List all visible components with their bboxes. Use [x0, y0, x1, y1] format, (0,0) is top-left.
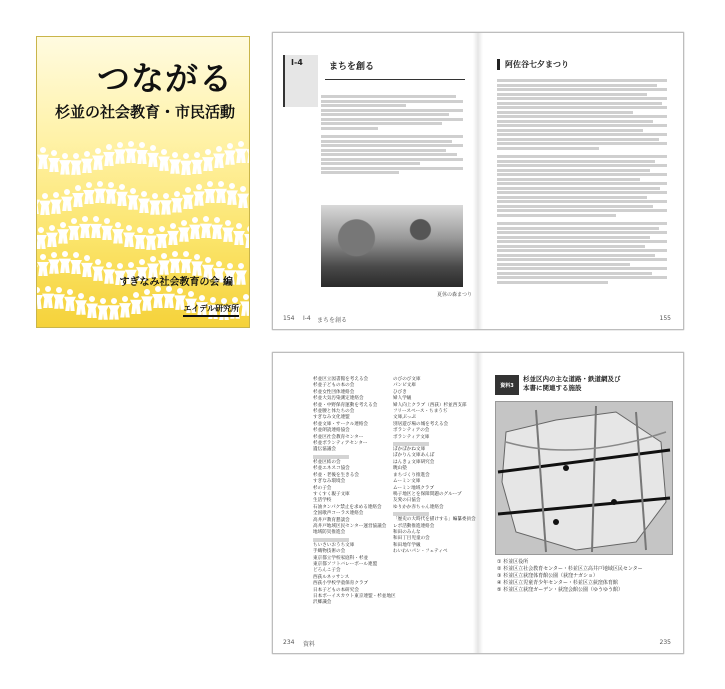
- organization-list-item: ゆりかか赤ちゃん連絡会: [393, 504, 444, 510]
- organization-list-item: ムーミン地域クラブ: [393, 485, 435, 491]
- organization-list-item: 高井戸教育懇談会: [313, 517, 350, 523]
- paper-doll: [246, 141, 250, 163]
- body-text-block: [321, 95, 463, 176]
- book-spread-2: [272, 352, 684, 654]
- organization-list-item: レポ活動推進連絡会: [393, 523, 435, 529]
- organization-list-item: 杉並子どもの本の会: [313, 383, 355, 389]
- left-page-number: 154: [283, 315, 295, 322]
- left-page-number: 234: [283, 639, 295, 646]
- map-legend-item: ② 杉並区立社会教育センター・杉並区立高井戸地域区民センター: [497, 566, 643, 572]
- organization-list-item: フリースペース・ちまうぢ: [393, 409, 448, 415]
- appendix-heading: [523, 375, 621, 393]
- organization-list-column-2: [393, 377, 476, 556]
- map-legend-item: ③ 杉並区立荻窪体育館公園（荻窪ナガショ）: [497, 573, 598, 579]
- organization-list-item: 杉並ボランティアセンター: [313, 441, 368, 447]
- right-page-number: 235: [659, 639, 671, 646]
- organization-list-item: 西荻ルネッサンス: [313, 574, 350, 580]
- organization-list-item: 沢郷識会: [313, 600, 332, 606]
- section-title: まちを創る: [329, 62, 375, 72]
- organization-list-item: 「歴史の大時代を描けする」編纂委員会: [393, 517, 476, 523]
- left-footer-tag: I-4: [303, 315, 311, 322]
- title-rule: [325, 79, 465, 80]
- organization-list-item: すぎなみ文化連盟: [313, 415, 350, 421]
- organization-list-item: 全国歌声コーラス連絡会: [313, 511, 364, 517]
- cover-title: つながる: [97, 59, 233, 98]
- organization-list-item: 暁山塾: [393, 466, 407, 472]
- organization-list-item: ぽかぽかね文庫: [393, 447, 426, 453]
- organization-list-item: はんきょ文庫研究会: [393, 459, 435, 465]
- organization-list-item: パンピ文庫: [393, 383, 416, 389]
- organization-list-item: 日本子どもの本研究会: [313, 587, 359, 593]
- list-divider: [313, 455, 349, 459]
- appendix-tag: 資料3: [495, 375, 519, 395]
- section-tag: I-4: [283, 55, 318, 107]
- road-rail-map: [495, 401, 673, 555]
- organization-list-item: 杉並・老後を生きる会: [313, 472, 359, 478]
- organization-list-item: 和田地年学級: [393, 542, 421, 548]
- photo-caption: 夏休の森まつり: [437, 292, 473, 298]
- organization-list-item: 日本ボーイスカウト東京連盟・杉並地区: [313, 594, 396, 599]
- appendix-heading-line-2: 本書に関連する施設: [523, 384, 582, 392]
- paper-doll: [237, 186, 249, 208]
- right-page-heading: 阿佐谷七夕まつり: [497, 59, 569, 70]
- book-spread-1: [272, 32, 684, 330]
- organization-list-item: 別居遊び場の城を考える会: [393, 421, 449, 427]
- organization-list-item: 杉の子会: [313, 485, 332, 491]
- paper-doll: [244, 226, 250, 248]
- organization-list-item: のびのび文庫: [393, 377, 421, 382]
- organization-list-item: 杉並区結の会: [313, 459, 341, 465]
- organization-list-item: まちづくり推進会: [393, 472, 430, 478]
- organization-list-item: 和田のみんな: [393, 529, 421, 535]
- organization-list-item: 婦人学級: [393, 396, 412, 402]
- list-divider: [393, 442, 429, 446]
- organization-list-item: すくすく親子文庫: [313, 491, 350, 497]
- organization-list-item: 杉並文庫・サークル連絡会: [313, 421, 368, 427]
- organization-list-item: 地域防災推進会: [313, 530, 346, 536]
- organization-list-item: 西荻小学校学童保育クラブ: [313, 581, 369, 587]
- cover-publisher-line: すぎなみ社会教育の会 編: [119, 277, 233, 288]
- organization-list-item: 杉並朗読連絡協会: [313, 428, 350, 434]
- organization-list-item: 文庫ぶっぷ: [393, 415, 416, 421]
- organization-list-item: すぎなみ環境会: [313, 479, 346, 485]
- map-lines: [496, 402, 672, 554]
- organization-list-item: 杉並大気汚染測定連絡会: [313, 396, 364, 402]
- organization-list-item: ぽかりん文庫あんぽ: [393, 453, 435, 459]
- publisher-logo: エイデル研究所: [183, 303, 239, 317]
- organization-list-item: 杉並区社会教育センター: [313, 434, 364, 440]
- list-divider: [393, 512, 429, 516]
- cover-subtitle: 杉並の社会教育・市民活動: [54, 103, 235, 121]
- organization-list-item: ちいさいおうち文庫: [313, 542, 355, 548]
- organization-list-item: 手織物技術の会: [313, 549, 346, 555]
- right-page-number: 155: [659, 315, 671, 322]
- organization-list-item: ボランティアの会: [393, 428, 430, 434]
- right-page: [483, 33, 683, 329]
- paper-doll: [235, 263, 247, 285]
- appendix-heading-line-1: 杉並区内の主な道路・鉄道網及び: [523, 375, 621, 383]
- organization-list-column-1: [313, 377, 396, 607]
- organization-list-item: 鳴子地区とを保障問題のグループ: [393, 491, 462, 497]
- organization-list-item: ムーミン文庫: [393, 479, 421, 485]
- organization-list-item: 杉並腰と体たちの会: [313, 409, 355, 415]
- organization-list-item: 杉並区立図書館を考える会: [313, 377, 369, 382]
- right-body-text: [497, 79, 667, 285]
- list-divider: [313, 538, 349, 542]
- organization-list-item: 東京都ソフトバレーボール連盟: [313, 561, 378, 567]
- organization-list-item: 友愛の日協会: [393, 498, 421, 504]
- organization-list-item: 高井戸地域区民センター運営協議会: [313, 523, 387, 529]
- organization-list-item: 婦人向上クラブ（西荻）杉並西支部: [393, 402, 467, 408]
- left-footer-label: 資料: [303, 641, 316, 648]
- festival-photo: [321, 205, 463, 287]
- organization-list-item: ボランティア文庫: [393, 434, 430, 440]
- map-legend: [497, 559, 643, 594]
- organization-list-item: どろんこ子会: [313, 568, 341, 574]
- organization-list-item: わいわいパン・フェティベ: [393, 549, 448, 555]
- organization-list-item: 和田丁目児童の会: [393, 536, 430, 542]
- map-legend-item: ⑤ 杉並区立荻窪ガーデン・荻窪会館公園（ゆうゆう館）: [497, 587, 623, 593]
- organization-list-item: 生活学校: [313, 498, 332, 504]
- left-footer-label: まちを創る: [317, 317, 348, 324]
- left-page: [273, 353, 478, 653]
- book-cover: [36, 36, 250, 328]
- organization-list-item: 杉並エネスコ協会: [313, 466, 350, 472]
- organization-list-item: 東京都立学校家庭科・杉並: [313, 555, 369, 561]
- organization-list-item: 杉並・中野保育運動を考える会: [313, 402, 378, 408]
- organization-list-item: ひびき: [393, 389, 407, 395]
- organization-list-item: 遺伝協議会: [313, 447, 336, 453]
- paper-doll: [240, 294, 250, 316]
- organization-list-item: 石油タンパク禁止を求める連絡会: [313, 504, 382, 510]
- right-page: [483, 353, 683, 653]
- map-legend-item: ④ 杉並区立児童青少年センター・杉並区立荻窪体育館: [497, 580, 618, 586]
- map-legend-item: ① 杉並区役所: [497, 559, 529, 565]
- left-page: [273, 33, 478, 329]
- organization-list-item: 杉並女性団体連絡会: [313, 389, 355, 395]
